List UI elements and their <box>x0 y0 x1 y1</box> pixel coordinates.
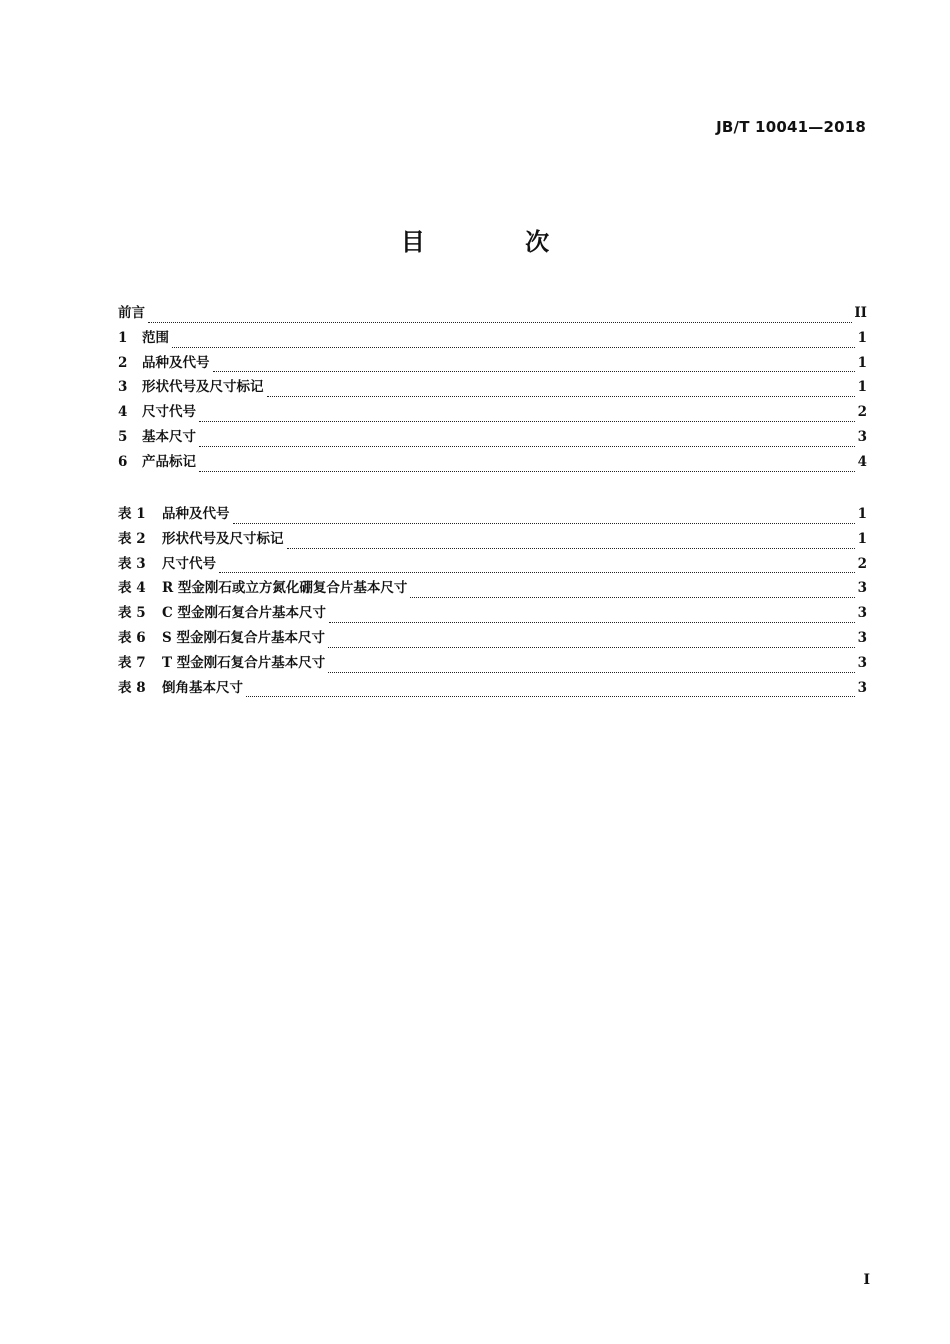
toc-entry-page: 1 <box>857 329 867 346</box>
toc-entry-number: 6 <box>118 453 128 470</box>
toc-entry-table-4[interactable] <box>118 576 867 601</box>
toc-entry-section-1[interactable] <box>118 326 867 351</box>
toc-entry-number: 5 <box>118 428 128 445</box>
toc-entry-number: 表 1 <box>118 506 146 522</box>
toc-entry-label: 产品标记 <box>142 453 196 470</box>
toc-tables <box>118 502 867 700</box>
dot-leader <box>410 595 855 598</box>
toc-entry-label: 尺寸代号 <box>142 404 196 421</box>
dot-leader <box>267 394 856 397</box>
toc-entry-number: 2 <box>118 354 128 371</box>
dot-leader <box>287 546 856 549</box>
dot-leader <box>148 320 852 323</box>
toc-entry-page: 1 <box>857 530 867 547</box>
toc-entry-label: 品种及代号 <box>162 506 230 522</box>
toc-entry-label: 倒角基本尺寸 <box>162 679 243 696</box>
toc-entry-page: 3 <box>857 580 867 597</box>
toc-entry-label: R 型金刚石或立方氮化硼复合片基本尺寸 <box>162 580 408 597</box>
toc-entry-table-3[interactable] <box>118 552 867 577</box>
page-number: I <box>863 1272 870 1288</box>
dot-leader <box>329 620 855 623</box>
document-code: JB/T 10041—2018 <box>716 118 866 136</box>
toc-entry-section-3[interactable] <box>118 375 867 400</box>
toc-entry-page: 1 <box>857 354 867 371</box>
toc-entry-page: 3 <box>857 679 867 696</box>
toc-entry-label: 基本尺寸 <box>142 428 196 445</box>
dot-leader <box>328 645 855 648</box>
toc-entry-section-2[interactable] <box>118 351 867 376</box>
toc-sections <box>118 301 867 475</box>
toc-entry-label: 形状代号及尺寸标记 <box>162 530 284 547</box>
toc-entry-number: 表 4 <box>118 580 146 597</box>
page-title: 目 次 <box>400 228 596 256</box>
toc-entry-label: S 型金刚石复合片基本尺寸 <box>162 629 325 646</box>
toc-entry-number: 表 5 <box>118 605 146 622</box>
toc-entry-label: 品种及代号 <box>142 354 210 371</box>
dot-leader <box>246 694 855 697</box>
toc-entry-table-2[interactable] <box>118 527 867 552</box>
dot-leader <box>172 345 855 348</box>
toc-entry-page: II <box>854 305 867 321</box>
toc-entry-label: C 型金刚石复合片基本尺寸 <box>162 605 326 622</box>
dot-leader <box>213 369 856 372</box>
toc-entry-section-6[interactable] <box>118 450 867 475</box>
toc-entry-table-6[interactable] <box>118 626 867 651</box>
toc-entry-number: 表 2 <box>118 530 146 547</box>
toc-entry-page: 4 <box>857 453 867 470</box>
toc-entry-page: 3 <box>857 605 867 622</box>
dot-leader <box>199 469 855 472</box>
toc-entry-label: 前言 <box>118 305 145 321</box>
toc-entry-page: 3 <box>857 428 867 445</box>
toc-entry-page: 3 <box>857 654 867 671</box>
toc-entry-section-4[interactable] <box>118 400 867 425</box>
toc-entry-section-5[interactable] <box>118 425 867 450</box>
toc-entry-label: T 型金刚石复合片基本尺寸 <box>162 654 326 671</box>
dot-leader <box>328 670 855 673</box>
toc-entry-table-5[interactable] <box>118 601 867 626</box>
toc-entry-page: 1 <box>857 379 867 396</box>
dot-leader <box>219 570 855 573</box>
toc-entry-number: 表 3 <box>118 555 146 572</box>
dot-leader <box>199 419 855 422</box>
toc-entry-foreword[interactable] <box>118 301 867 326</box>
dot-leader <box>199 444 855 447</box>
toc-entry-page: 2 <box>857 404 867 421</box>
dot-leader <box>233 521 856 524</box>
toc-entry-number: 4 <box>118 404 128 421</box>
toc-entry-number: 1 <box>118 329 128 346</box>
toc-entry-table-8[interactable] <box>118 676 867 701</box>
toc-entry-page: 1 <box>857 506 867 522</box>
toc-entry-label: 形状代号及尺寸标记 <box>142 379 264 396</box>
toc-entry-label: 范围 <box>142 329 169 346</box>
toc-entry-table-1[interactable] <box>118 502 867 527</box>
toc-entry-number: 表 8 <box>118 679 146 696</box>
toc-entry-number: 表 6 <box>118 629 146 646</box>
toc-entry-page: 2 <box>857 555 867 572</box>
toc-entry-page: 3 <box>857 629 867 646</box>
toc-entry-table-7[interactable] <box>118 651 867 676</box>
toc-entry-number: 表 7 <box>118 654 146 671</box>
toc-entry-label: 尺寸代号 <box>162 555 216 572</box>
toc-entry-number: 3 <box>118 379 128 396</box>
